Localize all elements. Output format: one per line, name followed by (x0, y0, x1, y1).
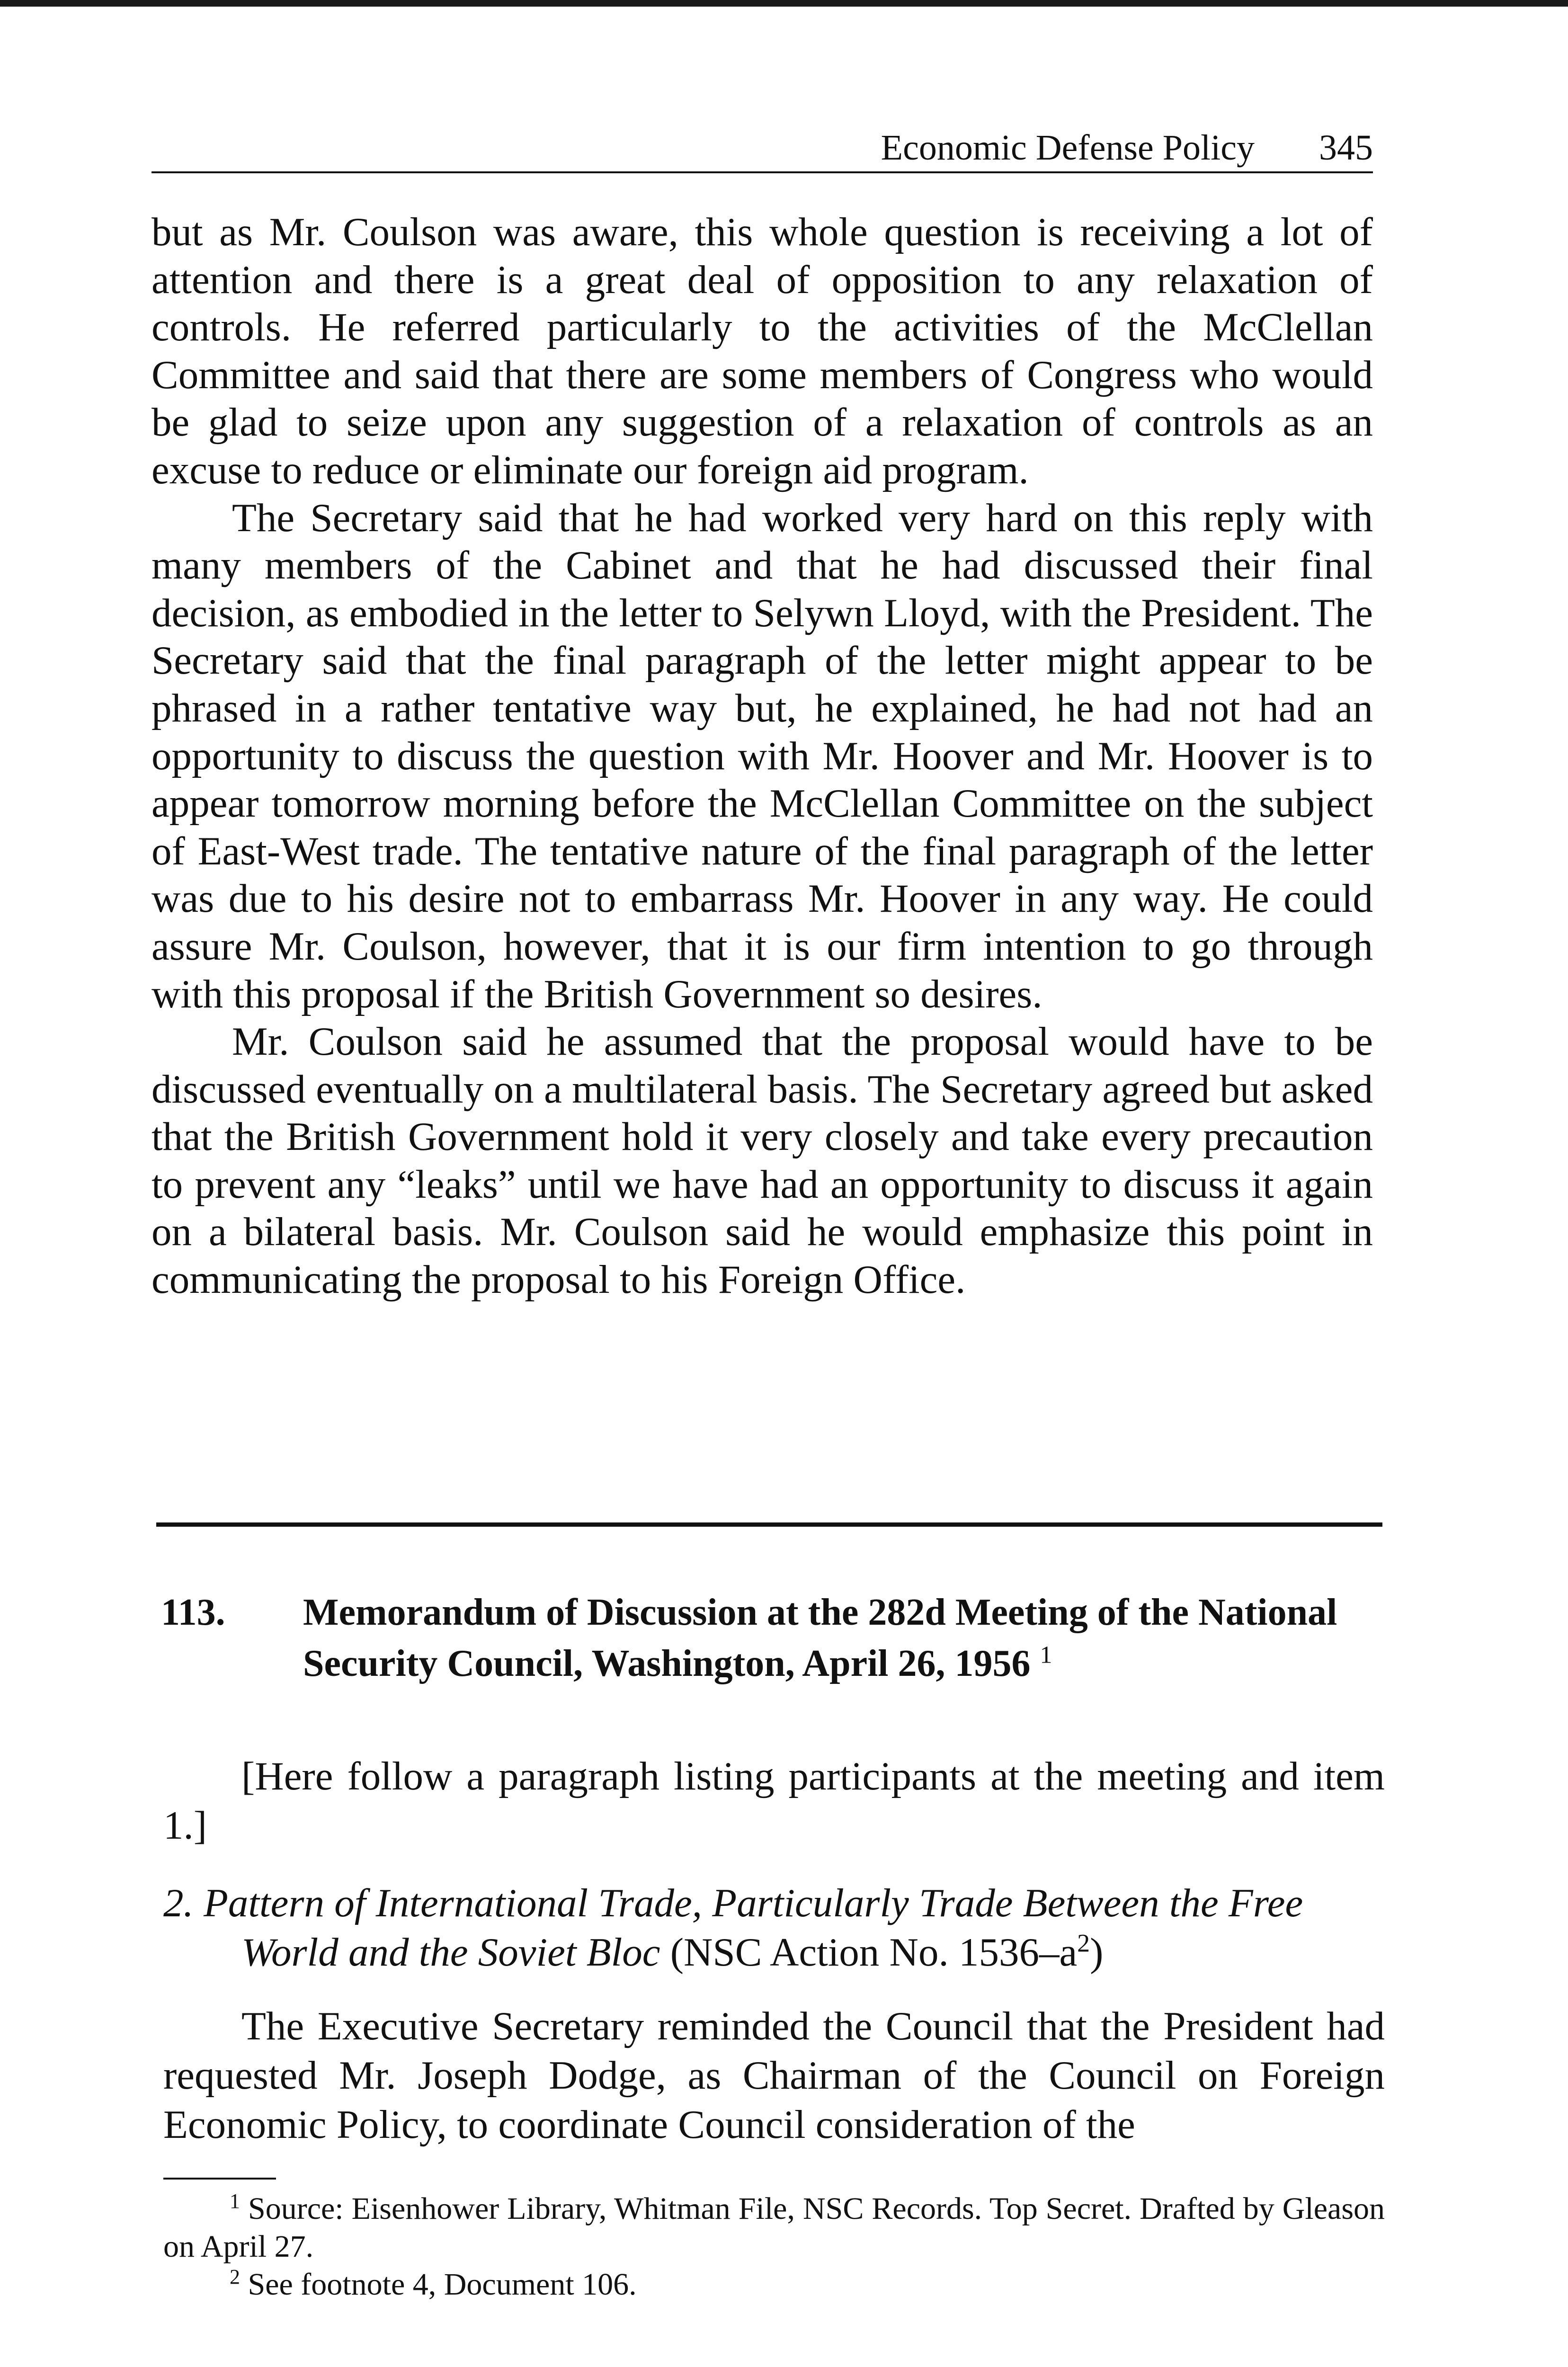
footnote-2 (163, 2266, 1385, 2304)
document-title-text: Memorandum of Discussion at the 282d Meeting of the National Security Council, Washington, April 26, 1956 (303, 1592, 1337, 1684)
continued-paragraph-3: Mr. Coulson said he assumed that the proposal would have to be discussed eventually on a multilateral basis. The Secretary agreed but asked that the British Government hold it very closely and take every precaution to prevent any “leaks” until we have had an opportunity to discuss it again on a bilateral basis. Mr. Coulson said he would emphasize this point in communicating the proposal to his Foreign Office. (151, 1019, 1373, 1302)
document-title (303, 1587, 1373, 1689)
agenda-item-title: Pattern of International Trade, Particularly Trade Between the Free World and the Soviet Bloc (204, 1881, 1303, 1975)
running-head (151, 124, 1373, 171)
footnotes (163, 2190, 1385, 2304)
footnote-1 (163, 2190, 1385, 2266)
document-number: 113. (161, 1592, 225, 1633)
document-separator-rule (156, 1522, 1382, 1527)
editorial-note: [Here follow a paragraph listing participants at the meeting and item 1.] (163, 1754, 1385, 1848)
page-number: 345 (1319, 128, 1373, 168)
document-paragraph-1: The Executive Secretary reminded the Council that the President had requested Mr. Joseph Dodge, as Chairman of the Council on Foreign Economic Policy, to coordinate Council consideration of the (163, 2004, 1385, 2147)
footnote-1-mark: 1 (230, 2189, 240, 2213)
running-head-title: Economic Defense Policy (881, 128, 1255, 168)
agenda-item-footnote-ref: 2 (1077, 1929, 1090, 1958)
agenda-item-number: 2. (163, 1881, 194, 1925)
document-title-footnote-ref: 1 (1040, 1641, 1052, 1669)
footnote-1-text: Source: Eisenhower Library, Whitman File, NSC Records. Top Secret. Drafted by Gleason on April 27. (163, 2191, 1385, 2264)
continued-paragraph-1: but as Mr. Coulson was aware, this whole question is receiving a lot of attention and there is a great deal of opposition to any relaxation of controls. He referred particularly to the activities of the McClellan Committee and said that there are some members of Congress who would be glad to seize upon any suggestion of a relaxation of controls as an excuse to reduce or eliminate our foreign aid program. (151, 210, 1373, 492)
continued-text (151, 208, 1373, 1304)
footnote-rule (163, 2178, 276, 2180)
continued-paragraph-2: The Secretary said that he had worked very hard on this reply with many members of the Cabinet and that he had discussed their final decision, as embodied in the letter to Selywn Lloyd, with the President. The Secretary said that the final paragraph of the letter might appear to be phrased in a rather tentative way but, he explained, he had not had an opportunity to discuss the question with Mr. Hoover and Mr. Hoover is to appear tomorrow morning before the McClellan Committee on the subject of East-West trade. The tentative nature of the final paragraph of the letter was due to his desire not to embarrass Mr. Hoover in any way. He could assure Mr. Coulson, however, that it is our firm intention to go through with this proposal if the British Government so desires. (151, 495, 1373, 1016)
running-head-rule (151, 171, 1373, 173)
page-top-edge (0, 0, 1568, 7)
footnote-2-text: See footnote 4, Document 106. (248, 2267, 637, 2302)
agenda-item-reference: (NSC Action No. 1536–a (670, 1930, 1078, 1975)
footnote-2-mark: 2 (230, 2265, 240, 2288)
agenda-item-reference-close: ) (1090, 1930, 1104, 1975)
agenda-item-heading (163, 1878, 1385, 1977)
document-body (163, 1752, 1385, 2149)
